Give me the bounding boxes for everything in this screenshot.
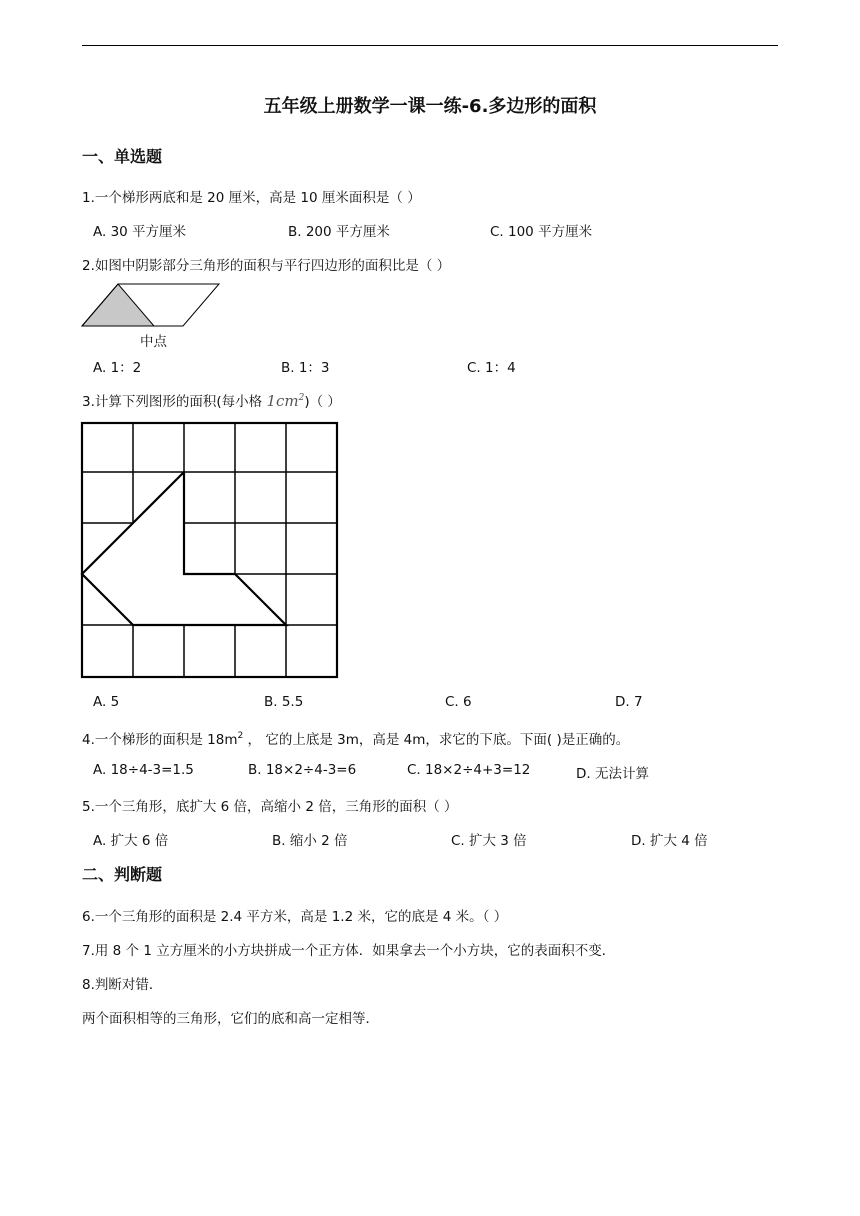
question-1-option-b[interactable]: B. 200 平方厘米 xyxy=(288,224,390,240)
question-4-option-b[interactable]: B. 18×2÷4-3=6 xyxy=(248,762,357,778)
question-5-option-b[interactable]: B. 缩小 2 倍 xyxy=(272,833,348,849)
midpoint-label: 中点 xyxy=(140,334,167,350)
unit-text: 1cm xyxy=(266,392,299,410)
question-7-stem: 7.用 8 个 1 立方厘米的小方块拼成一个正方体．如果拿去一个小方块，它的表面积不变． xyxy=(82,943,616,959)
question-4-stem-end: ， 它的上底是 3m，高是 4m，求它的下底。下面( )是正确的。 xyxy=(243,732,630,748)
question-3-stem-start: 3.计算下列图形的面积(每小格 xyxy=(82,394,267,410)
section-heading-multiple-choice: 一、单选题 xyxy=(82,147,163,166)
question-4-stem xyxy=(82,728,629,748)
unit-label xyxy=(266,392,304,410)
question-5-stem: 5.一个三角形，底扩大 6 倍，高缩小 2 倍，三角形的面积（ ） xyxy=(82,799,458,815)
question-2-option-b[interactable]: B. 1：3 xyxy=(281,360,330,376)
question-1-option-a[interactable]: A. 30 平方厘米 xyxy=(93,224,187,240)
question-1-stem: 1.一个梯形两底和是 20 厘米，高是 10 厘米面积是（ ） xyxy=(82,190,421,206)
question-3-option-b[interactable]: B. 5.5 xyxy=(264,694,304,710)
question-8-statement: 两个面积相等的三角形，它们的底和高一定相等． xyxy=(82,1011,379,1027)
question-2-option-a[interactable]: A. 1：2 xyxy=(93,360,142,376)
question-8-stem: 8.判断对错． xyxy=(82,977,163,993)
section-heading-true-false: 二、判断题 xyxy=(82,865,163,884)
question-4-option-a[interactable]: A. 18÷4-3=1.5 xyxy=(93,762,194,778)
question-3-stem xyxy=(82,390,341,410)
shaded-triangle xyxy=(82,284,154,326)
question-5-option-d[interactable]: D. 扩大 4 倍 xyxy=(631,833,708,849)
area-unit-exponent: 2 xyxy=(237,731,244,741)
header-rule xyxy=(82,45,778,46)
question-3-stem-end: )（ ） xyxy=(304,394,341,410)
question-5-option-c[interactable]: C. 扩大 3 倍 xyxy=(451,833,527,849)
page-title: 五年级上册数学一课一练-6.多边形的面积 xyxy=(263,96,597,117)
question-1-option-c[interactable]: C. 100 平方厘米 xyxy=(490,224,593,240)
question-4-stem-start: 4.一个梯形的面积是 18m xyxy=(82,732,238,748)
question-2-stem: 2.如图中阴影部分三角形的面积与平行四边形的面积比是（ ） xyxy=(82,258,451,274)
question-6-stem: 6.一个三角形的面积是 2.4 平方米，高是 1.2 米，它的底是 4 米。（ ） xyxy=(82,909,508,925)
grid-lines xyxy=(82,423,337,677)
question-5-option-a[interactable]: A. 扩大 6 倍 xyxy=(93,833,169,849)
parallelogram-figure xyxy=(80,282,225,332)
grid-figure xyxy=(82,423,342,679)
question-3-option-c[interactable]: C. 6 xyxy=(445,694,472,710)
question-4-option-c[interactable]: C. 18×2÷4+3=12 xyxy=(407,762,531,778)
question-3-option-d[interactable]: D. 7 xyxy=(615,694,643,710)
question-2-option-c[interactable]: C. 1：4 xyxy=(467,360,516,376)
question-4-option-d[interactable]: D. 无法计算 xyxy=(576,766,649,782)
unit-exponent: 2 xyxy=(298,393,305,403)
question-3-option-a[interactable]: A. 5 xyxy=(93,694,120,710)
arrow-shape-outline xyxy=(82,472,286,625)
